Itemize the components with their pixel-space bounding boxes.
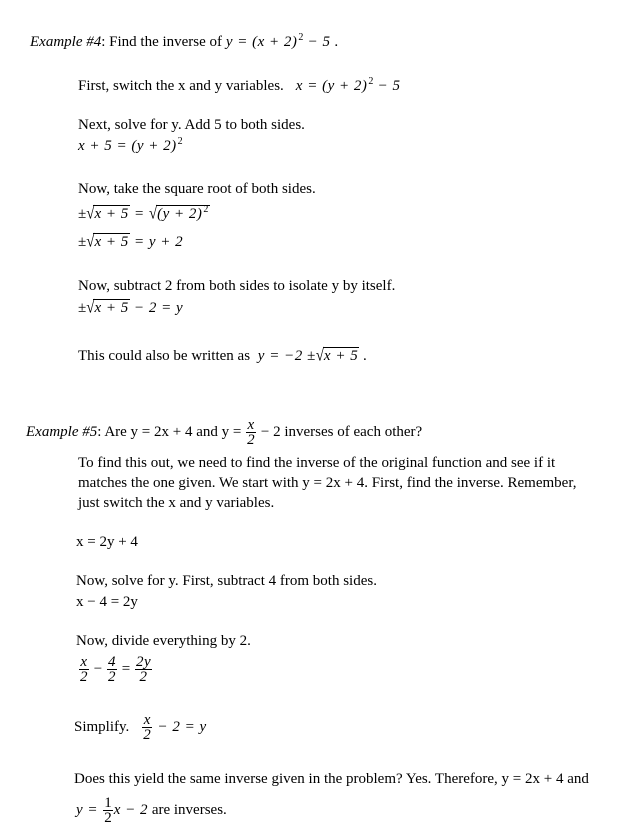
- example4-step2-eq: $x + 5 = (y + 2)^2$: [78, 136, 183, 154]
- example5-para-line3: just switch the x and y variables.: [78, 495, 275, 511]
- example4-step1-text: First, switch the x and y variables.: [78, 78, 284, 94]
- example5-heading: Example #5: Are y = 2x + 4 and y = $\frac{x}{2}$ − 2 inverses of each other?: [26, 417, 423, 449]
- example4-step5-eq: ±√x + 5 − 2 = y: [78, 298, 184, 318]
- example4-prompt: : Find the inverse of: [101, 34, 226, 50]
- example4-step3-eq: $\pm√x + 5 = √(y + 2)^2$: [78, 204, 209, 224]
- example4-alternate: This could also be written as y = −2 ±√x + 5 .: [78, 346, 367, 366]
- example5-simplify: Simplify. $\frac{x}{2}$ − 2 = y: [74, 712, 207, 744]
- example4-step2-text: Next, solve for y. Add 5 to both sides.: [78, 117, 305, 133]
- example4-step3-text: Now, take the square root of both sides.: [78, 181, 316, 197]
- example4-step1-eq: x = (y + 2): [295, 78, 368, 94]
- example4-heading: Example #4: Find the inverse of $y = (x + 2)^2 - 5$ .: [30, 32, 340, 50]
- sqrt-symbol: √x + 5: [86, 298, 129, 318]
- example5-para-line2: matches the one given. We start with y = 2x + 4. First, find the inverse. Remember,: [78, 475, 577, 491]
- fraction: $\frac{x}{2}$: [247, 417, 256, 449]
- fraction: $\frac{1}{2}$: [104, 795, 112, 827]
- example5-conclusion-line2: y = $\frac{1}{2}$ x − 2 are inverses.: [76, 795, 227, 827]
- example5-para-line1: To find this out, we need to find the inverse of the original function and see if it: [78, 455, 556, 471]
- fraction: $\frac{x}{2}$: [143, 712, 152, 744]
- example4-step4-eq: ±√x + 5 = y + 2: [78, 232, 184, 252]
- fraction: $\frac{2y}{2}$: [135, 654, 152, 686]
- fraction: $\frac{x}{2}$: [80, 654, 88, 686]
- example4-eq-rhs: (x + 2): [252, 34, 298, 50]
- example4-step1: First, switch the x and y variables. $x = (y + 2)^2 - 5$: [78, 76, 401, 94]
- example4-step5-text: Now, subtract 2 from both sides to isolate y by itself.: [78, 278, 396, 294]
- example5-conclusion-line1: Does this yield the same inverse given in the problem? Yes. Therefore, y = 2x + 4 and: [74, 771, 589, 787]
- example5-label: Example #5: [26, 424, 98, 440]
- example4-eq-lhs: y: [225, 34, 233, 50]
- example5-eq1: x = 2y + 4: [76, 534, 138, 550]
- sqrt-symbol: √x + 5: [86, 204, 129, 224]
- sqrt-symbol: $√(y + 2)^2$: [148, 204, 209, 224]
- example5-divide-text: Now, divide everything by 2.: [76, 633, 251, 649]
- sqrt-symbol: √x + 5: [315, 346, 359, 366]
- example5-eq2: x − 4 = 2y: [76, 594, 138, 610]
- example4-label: Example #4: [30, 34, 102, 50]
- example5-divide-eq: $\frac{x}{2}$ − $\frac{4}{2}$ = $\frac{2y}{2}$: [80, 654, 152, 686]
- example4-eq-tail: − 5 .: [303, 34, 340, 50]
- example5-solve-text: Now, solve for y. First, subtract 4 from both sides.: [76, 573, 377, 589]
- sqrt-symbol: √x + 5: [86, 232, 129, 252]
- fraction: $\frac{4}{2}$: [107, 654, 116, 686]
